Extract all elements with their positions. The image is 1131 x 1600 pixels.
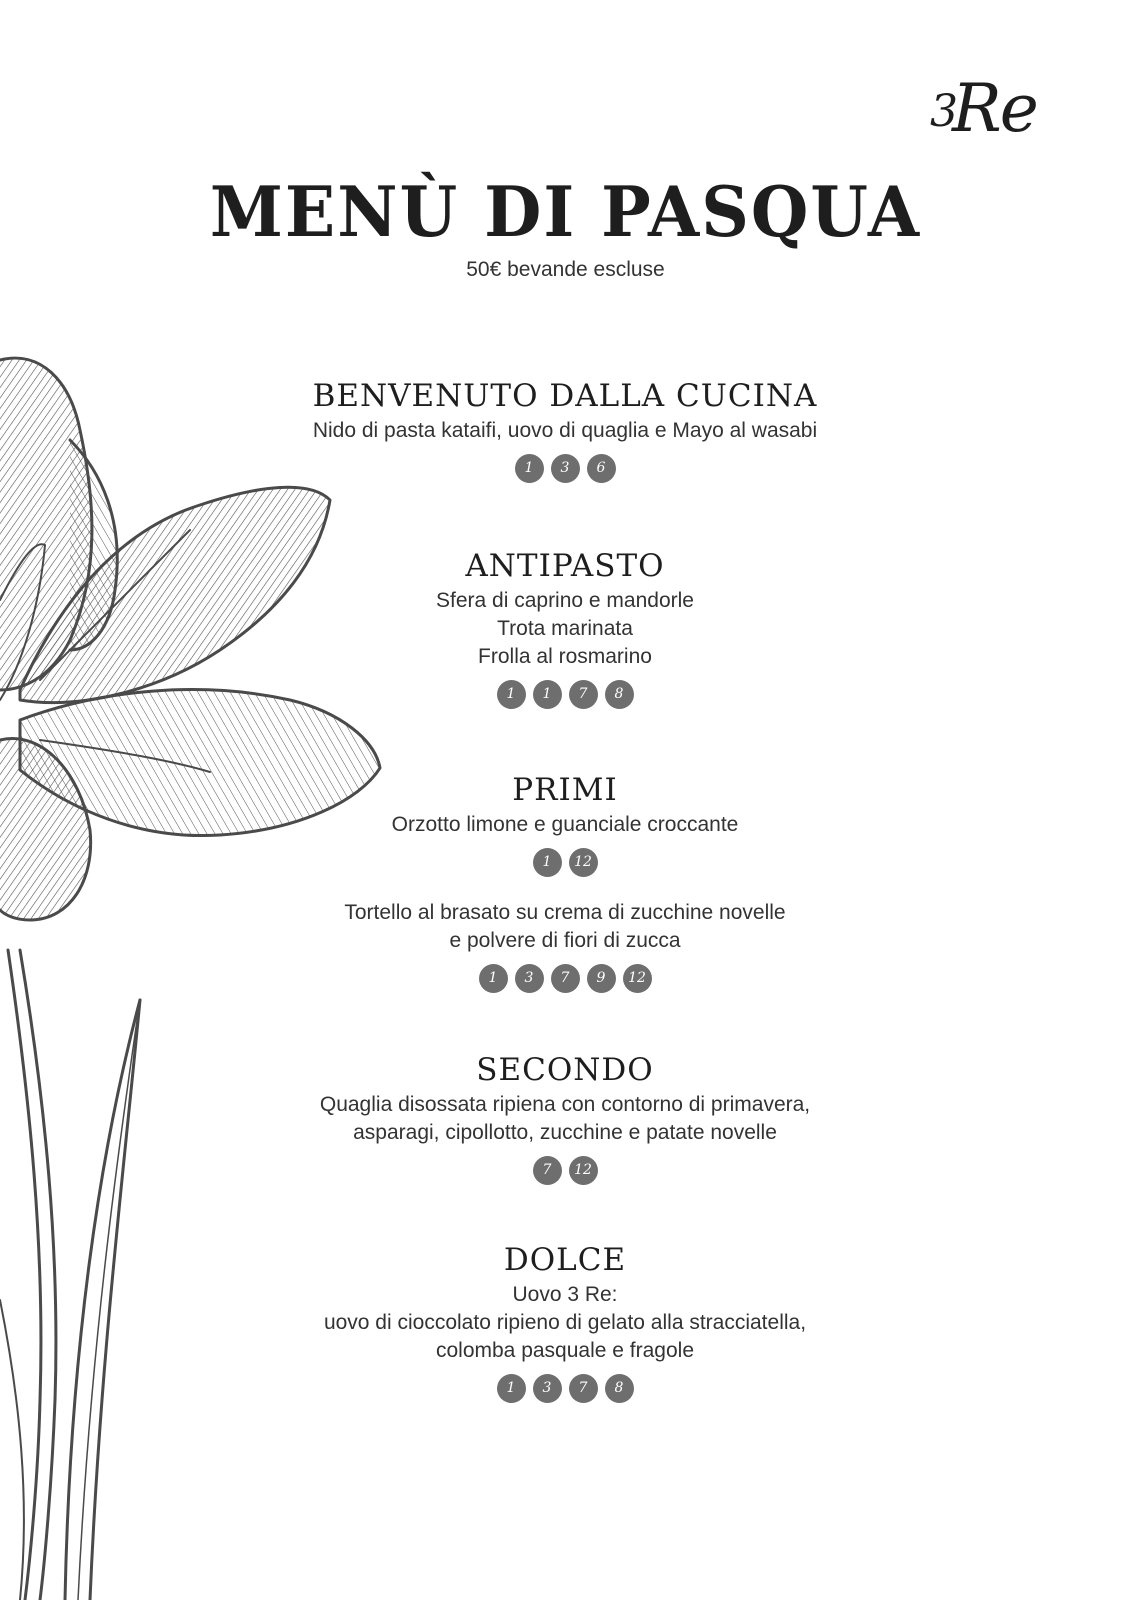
allergen-badge: 6 (587, 454, 616, 483)
allergen-badge: 7 (569, 680, 598, 709)
allergen-badge: 12 (623, 964, 652, 993)
allergen-list (230, 680, 900, 709)
allergen-badge: 1 (479, 964, 508, 993)
allergen-badge: 7 (569, 1374, 598, 1403)
allergen-badge: 1 (533, 848, 562, 877)
logo-number: 3 (930, 86, 958, 137)
allergen-badge: 1 (497, 680, 526, 709)
section-benvenuto (230, 376, 900, 493)
dish (230, 811, 900, 877)
dish-line: Quaglia disossata ripiena con contorno di primavera, (319, 1093, 811, 1116)
allergen-list (230, 1374, 900, 1403)
dish (230, 587, 900, 709)
dish-line: Frolla al rosmarino (478, 645, 652, 668)
allergen-badge: 7 (533, 1156, 562, 1185)
dish-line: colomba pasquale e fragole (435, 1339, 694, 1362)
section-dolce (230, 1240, 900, 1413)
dish (230, 899, 900, 993)
logo-letters: Re (952, 70, 1037, 147)
dish-line: Trota marinata (497, 617, 633, 640)
section-heading: PRIMI (512, 772, 618, 808)
section-secondo (230, 1050, 900, 1195)
dish-line: Nido di pasta kataifi, uovo di quaglia e Mayo al wasabi (312, 419, 818, 442)
allergen-list (230, 454, 900, 483)
allergen-list (230, 964, 900, 993)
section-heading: BENVENUTO DALLA CUCINA (312, 378, 818, 414)
allergen-badge: 8 (605, 1374, 634, 1403)
allergen-badge: 7 (551, 964, 580, 993)
allergen-badge: 1 (533, 680, 562, 709)
section-heading: ANTIPASTO (465, 548, 665, 584)
allergen-badge: 12 (569, 1156, 598, 1185)
allergen-badge: 1 (497, 1374, 526, 1403)
allergen-badge: 8 (605, 680, 634, 709)
allergen-badge: 3 (515, 964, 544, 993)
allergen-badge: 3 (551, 454, 580, 483)
dish (230, 1281, 900, 1403)
price-note: 50€ bevande escluse (466, 258, 665, 281)
dish (230, 1091, 900, 1185)
allergen-list (230, 1156, 900, 1185)
dish (230, 417, 900, 483)
allergen-badge: 1 (515, 454, 544, 483)
allergen-badge: 12 (569, 848, 598, 877)
allergen-badge: 3 (533, 1374, 562, 1403)
dish-line: uovo di cioccolato ripieno di gelato alla stracciatella, (323, 1311, 807, 1334)
menu-body (230, 0, 900, 1600)
dish-line: e polvere di fiori di zucca (449, 929, 681, 952)
page-title: MENÙ DI PASQUA (209, 171, 922, 253)
dish-line: Uovo 3 Re: (512, 1283, 618, 1306)
brand-logo (930, 70, 1070, 150)
dish-line: Tortello al brasato su crema di zucchine novelle (344, 901, 786, 924)
section-heading: SECONDO (476, 1052, 654, 1088)
dish-line: Sfera di caprino e mandorle (436, 589, 694, 612)
dish-line: asparagi, cipollotto, zucchine e patate novelle (353, 1121, 777, 1144)
section-heading: DOLCE (503, 1242, 627, 1278)
section-primi (230, 770, 900, 1003)
allergen-badge: 9 (587, 964, 616, 993)
section-antipasto (230, 546, 900, 719)
dish-line: Orzotto limone e guanciale croccante (391, 813, 739, 836)
allergen-list (230, 848, 900, 877)
